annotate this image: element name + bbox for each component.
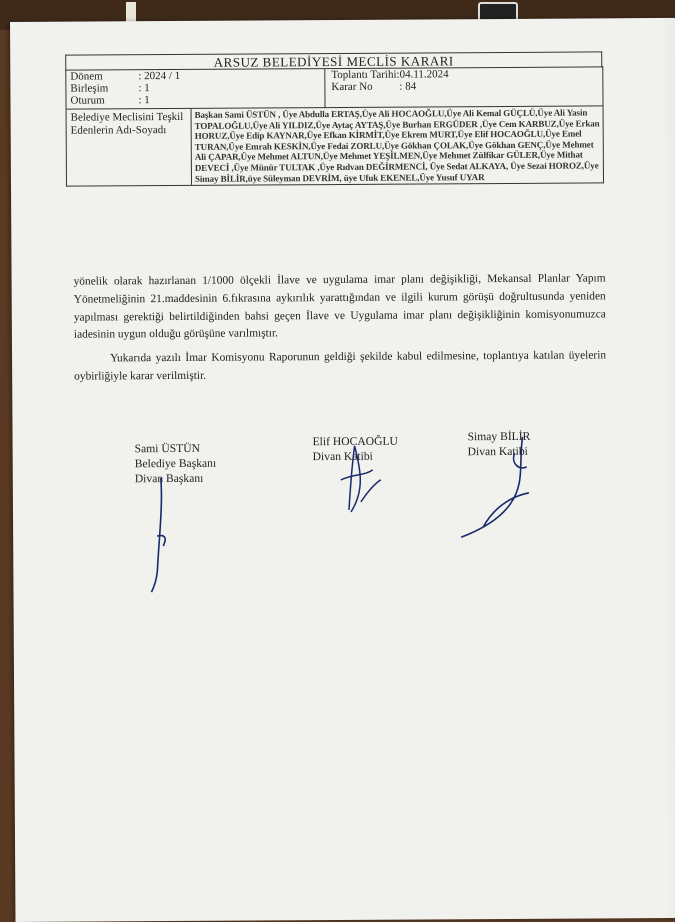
meeting-info: Toplantı Tarihi:04.11.2024 Karar No : 84 xyxy=(325,67,603,108)
signature-mark-katip-1 xyxy=(331,440,391,520)
document-page xyxy=(10,18,675,922)
signature-mark-baskan xyxy=(141,476,182,596)
members-list: Başkan Sami ÜSTÜN , Üye Abdulla ERTAŞ,Üye Ali HOCAOĞLU,Üye Ali Kemal GÜÇLÜ,Üye Ali Yasin TOPALOĞLU,Üye Ali YILDIZ,Üye Aytaç AYTAŞ,Üye Burhan ERGÜDER ,Üye Cem KARBUZ,Üye Erkan HORUZ,Üye Edip KAYNAR,Üye Efkan KİRMİT,Üye Ekrem MURT,Üye Elif HOCAOĞLU,Üye Emel TURAN,Üye Emrah KESKİN,Üye Fedai ZORLU,Üye Gökhan ÇOLAK,Üye Gökhan GENÇ,Üye Mehmet Ali ÇAPAR,Üye Mehmet ALTUN,Üye Mehmet YEŞİLMEN,Üye Mehmet Zülfikar GÜLER,Üye Mithat DEVECİ ,Üye Münür TULTAK ,Üye Rıdvan DEĞİRMENCİ, Üye Sedat ALKAYA, Üye Sezai HOROZ,Üye Simay BİLİR,üye Süleyman DEVRİM, üye Ufuk EKENEL,Üye Yusuf UYAR xyxy=(194,107,600,184)
signature-block-katip-2: Simay BİLİR Divan Katibi xyxy=(467,429,531,459)
signature-block-katip-1: Elif HOCAOĞLU Divan Katibi xyxy=(312,434,398,464)
header-table xyxy=(65,66,604,186)
document-title: ARSUZ BELEDİYESİ MECLİS KARARI xyxy=(65,51,602,70)
signature-mark-katip-2 xyxy=(453,433,554,544)
paragraph-1: yönelik olarak hazırlanan 1/1000 ölçekli İlave ve uygulama imar planı değişikliği, Mekansal Planlar Yapım Yönetmeliğinin 21.maddesinin 6.fıkrasına aykırılık yarattığından ve ilgili kurum görüşü doğrultusunda yeniden yapılması gerektiği belirtildiğinden bahsi geçen İlave ve Uygulama imar planı değişikliğinin komisyonumuzca iadesinin uygun olduğu görüşüne varılmıştır. xyxy=(73,272,606,342)
paragraph-2: Yukarıda yazılı İmar Komisyonu Raporunun geldiği şekilde kabul edilmesine, toplantıya katılan üyelerin oybirliğiyle karar verilmiştir. xyxy=(74,349,607,383)
session-info: Dönem : 2024 / 1 Birleşim : 1 Oturum : 1 xyxy=(66,69,325,110)
members-label: Belediye Meclisini Teşkil Edenlerin Adı-Soyadı xyxy=(67,109,192,186)
signature-block-baskan: Sami ÜSTÜN Belediye Başkanı Divan Başkanı xyxy=(134,441,217,486)
decision-body xyxy=(74,270,607,386)
